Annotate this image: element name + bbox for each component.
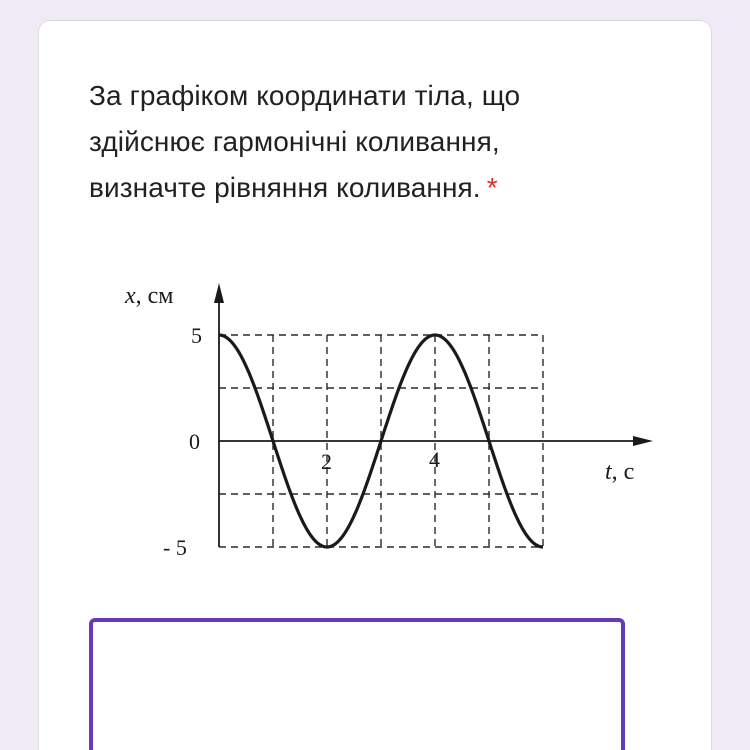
y-axis-arrow <box>214 283 224 303</box>
question-card <box>38 20 712 750</box>
y-axis-label: x, см <box>125 283 174 309</box>
chart-axes <box>214 283 653 547</box>
t-axis-arrow <box>633 436 653 446</box>
question-line-2: здійснює гармонічні коливання, <box>89 126 500 157</box>
answer-input[interactable] <box>89 618 625 750</box>
x-tick-label: 4 <box>429 447 440 472</box>
question-line-3-text: визначте рівняння коливання. <box>89 172 481 203</box>
required-asterisk: * <box>486 172 498 203</box>
question-line-1: За графіком координати тіла, що <box>89 80 521 111</box>
x-tick-label: 2 <box>321 449 332 474</box>
y-tick-label: 5 <box>191 323 202 348</box>
x-axis-label: t, c <box>605 459 635 485</box>
oscillation-graph <box>39 21 713 581</box>
y-tick-label: - 5 <box>163 535 187 560</box>
y-tick-label: 0 <box>189 429 200 454</box>
